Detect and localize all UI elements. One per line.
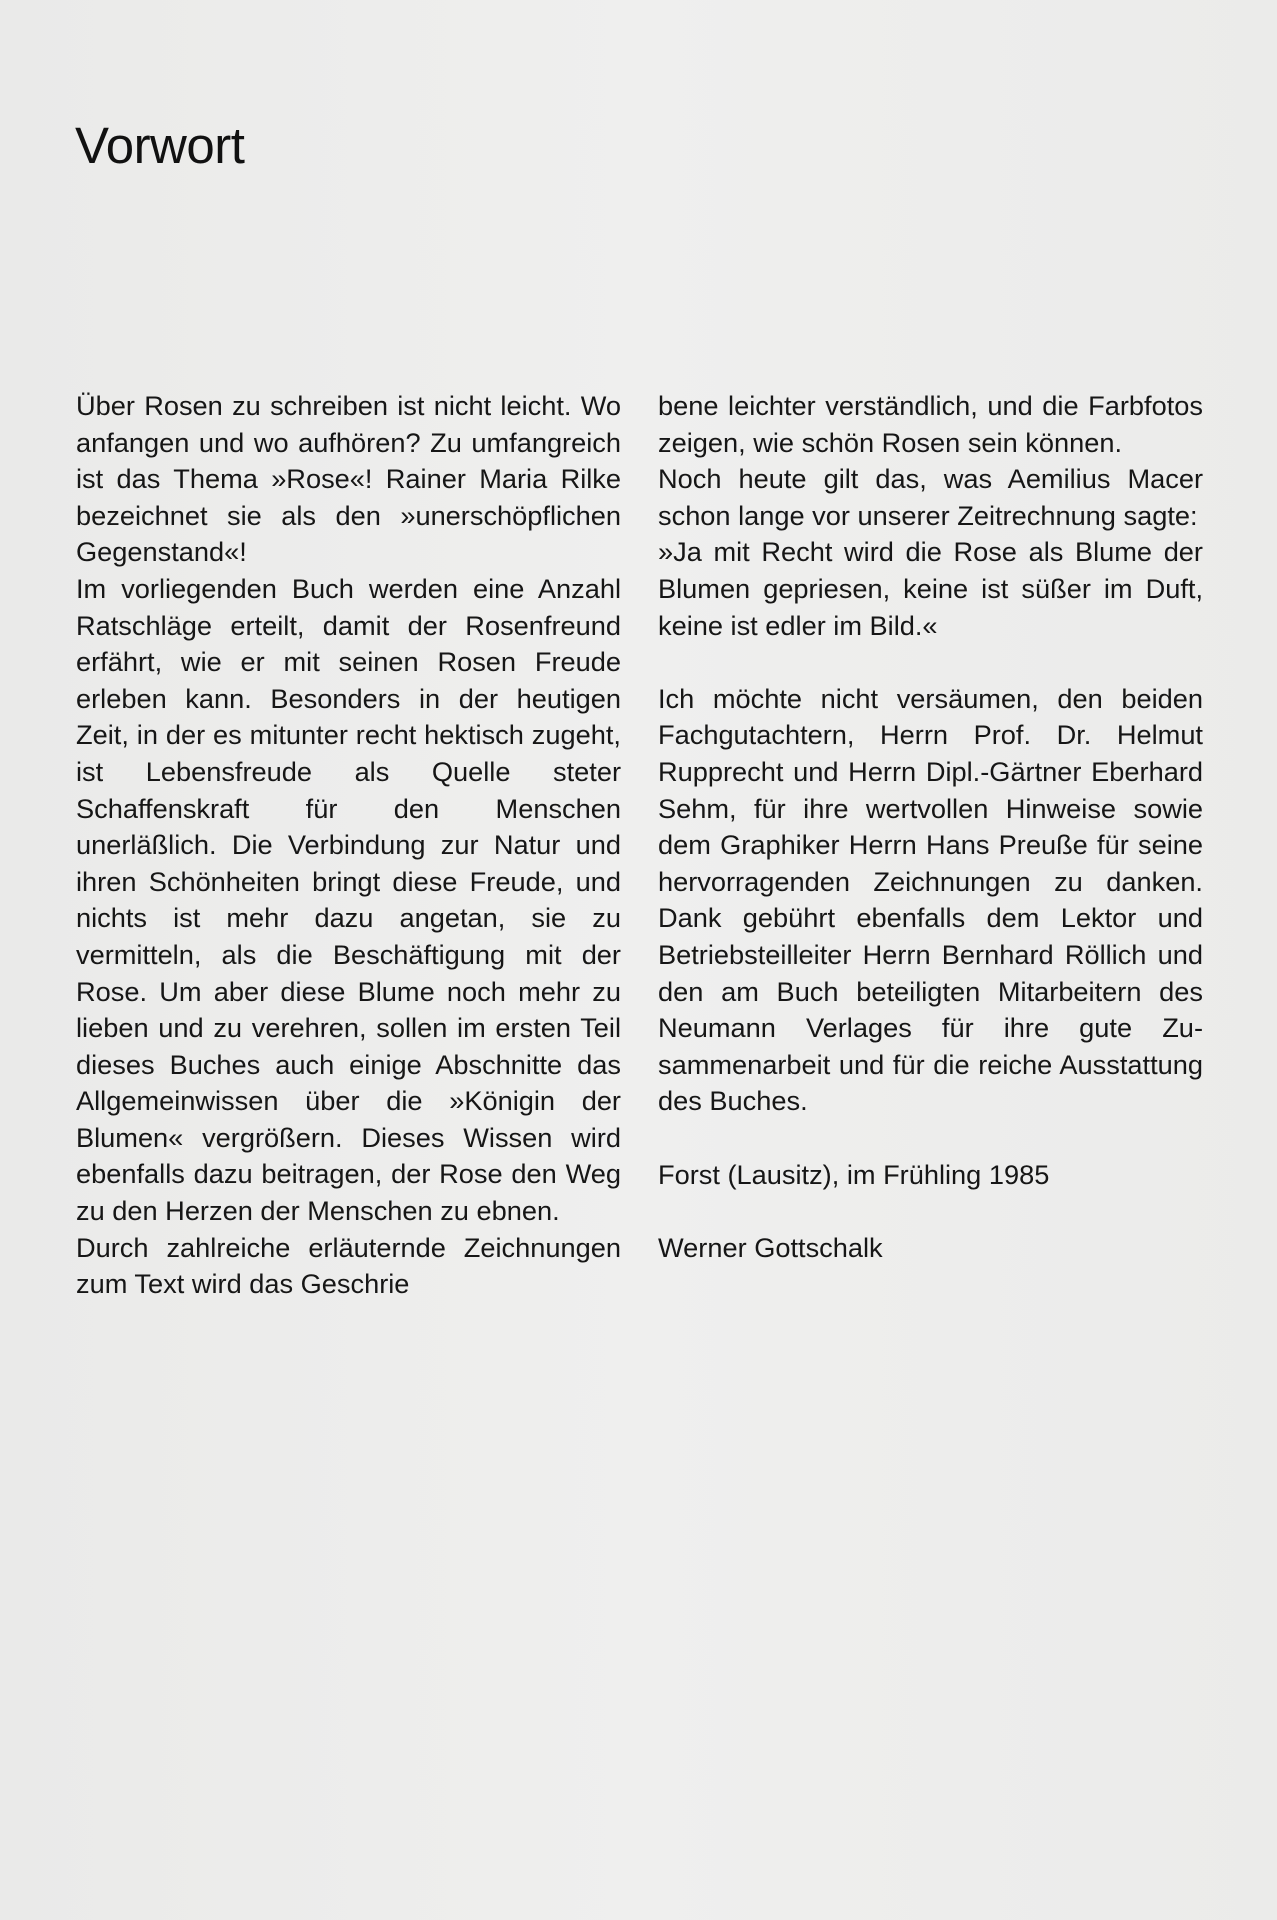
left-paragraph-2: Im vorliegenden Buch werden eine Anzahl Ratschläge erteilt, damit der Rosenfreund erfährt, wie er mit seinen Rosen Freude erleben kann. Besonders in der heutigen Zeit, in der es mitunter recht hektisch zugeht, ist Lebensfreude als Quelle steter Schaffenskraft für den Menschen unerläßlich. Die Verbindung zur Natur und ihren Schönheiten bringt diese Freude, und nichts ist mehr dazu angetan, sie zu vermitteln, als die Beschäftigung mit der Rose. Um aber diese Blume noch mehr zu lieben und zu verehren, sollen im ersten Teil dieses Buches auch einige Abschnitte das Allgemeinwissen über die »Königin der Blumen« vergrößern. Dieses Wissen wird ebenfalls dazu beitragen, der Rose den Weg zu den Herzen der Menschen zu ebnen. — [76, 572, 621, 1227]
place-date: Forst (Lausitz), im Frühling 1985 — [658, 1158, 1050, 1190]
left-column — [76, 388, 621, 1303]
left-paragraph-3: Durch zahlreiche erläuternde Zeichnungen zum Text wird das Geschrie — [76, 1231, 621, 1300]
left-paragraph-1: Über Rosen zu schreiben ist nicht leicht. Wo anfangen und wo aufhören? Zu umfangreich ist das Thema »Rose«! Rainer Maria Rilke bezeichnet sie als den »unerschöpflichen Gegenstand«! — [76, 390, 621, 568]
page-title: Vorwort — [75, 117, 245, 174]
right-paragraph-3: »Ja mit Recht wird die Rose als Blume der Blumen gepriesen, keine ist süßer im Duft, keine ist edler im Bild.« — [658, 536, 1203, 641]
spacer — [658, 1120, 1203, 1157]
right-column — [658, 388, 1203, 1267]
spacer — [658, 644, 1203, 681]
author-signature: Werner Gottschalk — [658, 1232, 883, 1264]
right-paragraph-2: Noch heute gilt das, was Aemilius Macer schon lange vor unserer Zeitrechnung sagte: — [658, 463, 1203, 531]
right-paragraph-4: Ich möchte nicht versäumen, den beiden Fachgutachtern, Herrn Prof. Dr. Helmut Rupprecht und Herrn Dipl.-Gärtner Eberhard Sehm, für ihre wertvollen Hinweise sowie dem Graphiker Herrn Hans Preuße für seine hervorragenden Zeichnungen zu danken. Dank gebührt ebenfalls dem Lektor und Betriebsteilleiter Herrn Bernhard Röllich und den am Buch beteiligten Mitarbeitern des Neumann Verlages für ihre gute Zusammenarbeit und für die reiche Ausstattung des Buches. — [658, 682, 1203, 1117]
spacer — [658, 1193, 1203, 1230]
right-paragraph-1: bene leichter verständlich, und die Farbfotos zeigen, wie schön Rosen sein können. — [658, 390, 1203, 458]
